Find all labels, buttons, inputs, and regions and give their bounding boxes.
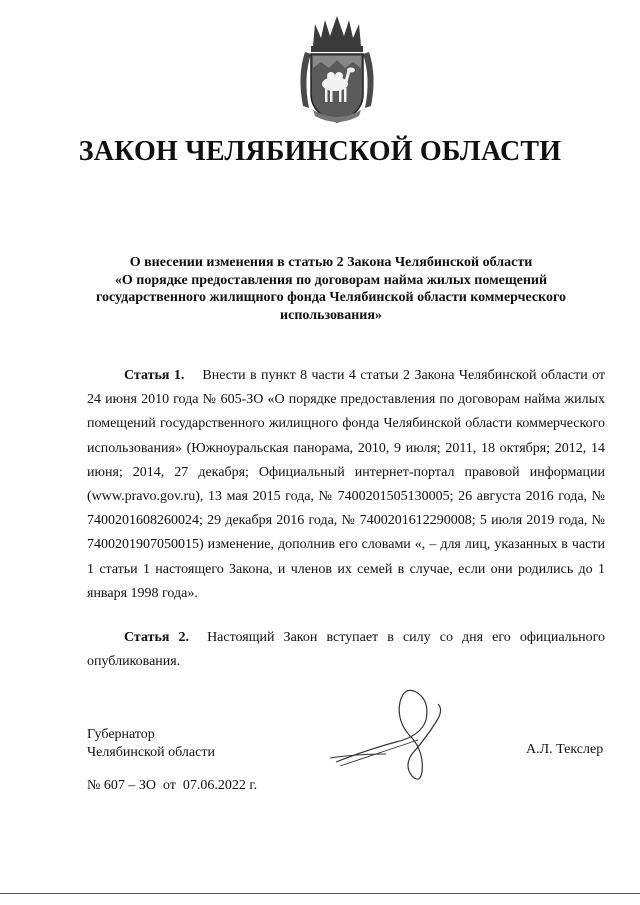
article-1-text: Внести в пункт 8 части 4 статьи 2 Закона Челябинской области от 24 июня 2010 года № 605-ЗО «О порядке предоставления по договорам найма жилых помещений государственного жилищного фонда Челябинской области коммерческого использования» (Южноуральская панорама, 2010, 9 июля; 2011, 18 октября; 2012, 14 июня; 2014, 27 декабря; Официальный интернет-портал правовой информации (www.pravo.gov.ru), 13 мая 2015 года, № 7400201505130005; 26 августа 2016 года, № 7400201608260024; 29 декабря 2016 года, № 7400201612290008; 5 июля 2019 года, № 7400201907050015) изменение, дополнив его словами «, – для лиц, указанных в части 1 статьи 1 настоящего Закона, и членов их семей в случае, если они родились до 1 января 1998 года». [87,368,606,601]
law-subtitle [92,254,570,324]
law-number-date: № 607 – ЗО от 07.06.2022 г. [87,778,258,793]
subtitle-line: «О порядке предоставления по договорам найма жилых помещений [114,272,548,288]
article-1-label: Статья 1. [124,368,185,383]
law-title: ЗАКОН ЧЕЛЯБИНСКОЙ ОБЛАСТИ [78,136,562,167]
article-1 [87,364,605,606]
signer-position-line: Челябинской области [87,745,215,760]
article-2-label: Статья 2. [124,630,190,645]
signer-name: А.Л. Текслер [526,742,604,757]
subtitle-line: государственного жилищного фонда Челябинской области коммерческого [96,290,566,305]
page-bottom-divider [0,893,640,894]
subtitle-line: О внесении изменения в статью 2 Закона Челябинской области [129,255,533,270]
handwritten-signature [326,680,456,785]
subtitle-line: использования» [280,307,382,323]
signer-position-line: Губернатор [87,727,155,742]
article-2-text: Настоящий Закон вступает в силу со дня его официального опубликования. [87,630,605,670]
signer-position [87,726,215,762]
article-2 [87,626,605,674]
coat-of-arms-icon [295,16,379,126]
